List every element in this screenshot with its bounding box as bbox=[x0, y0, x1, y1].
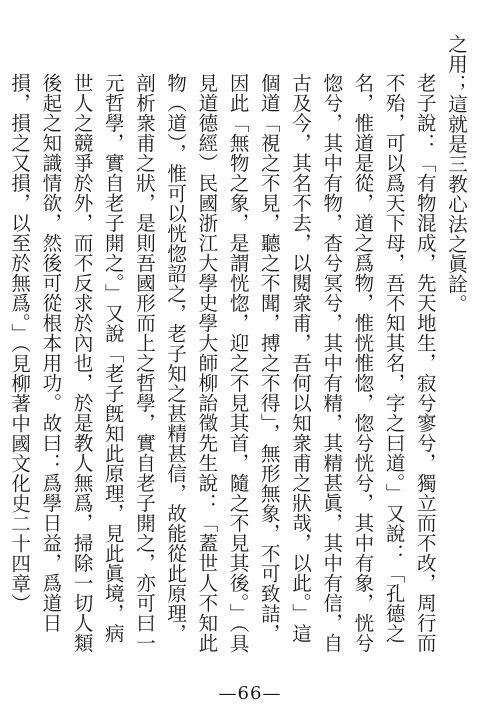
page-number: —66— bbox=[218, 683, 282, 704]
vertical-text-body bbox=[4, 34, 472, 654]
paragraph-laozi-quotes: 老子說：「有物混成，先天地生，寂兮寥兮，獨立而不改，周行而不殆，可以爲天下母，吾不知其名，字之曰道。」又說：「孔德之名，惟道是從，道之爲物，惟恍惟惚，惚兮恍兮，其中有象，恍兮惚兮，其中有物，杳兮冥兮，其中有精，其精甚眞，其中有信，自古及今，其名不去，以閱衆甫，吾何以知衆甫之狀哉，以此。」這個道「視之不見，聽之不聞，搏之不得」，無形無象，不可致詰，因此「無物之象，是謂恍惚，迎之不見其首，隨之不見其後。」（具見道德經）民國浙江大學史學大師柳詒徵先生說：「蓋世人不知此物（道），惟可以恍惚詔之，老子知之甚精甚信，故能從此原理，剖析衆甫之狀，是則吾國形而上之哲學，實自老子開之，亦可曰一元哲學，實自老子開之。」又說「老子旣知此原理，見此眞境，病世人之競爭於外，而不反求於內也，於是教人無爲，掃除一切人類後起之知識情欲，然後可從根本用功。故曰：爲學日益，爲道日損，損之又損，以至於無爲。」（見柳著中國文化史二十四章） bbox=[8, 73, 437, 654]
paragraph-continuation: 之用；這就是三教心法之眞詮。 bbox=[445, 34, 468, 314]
